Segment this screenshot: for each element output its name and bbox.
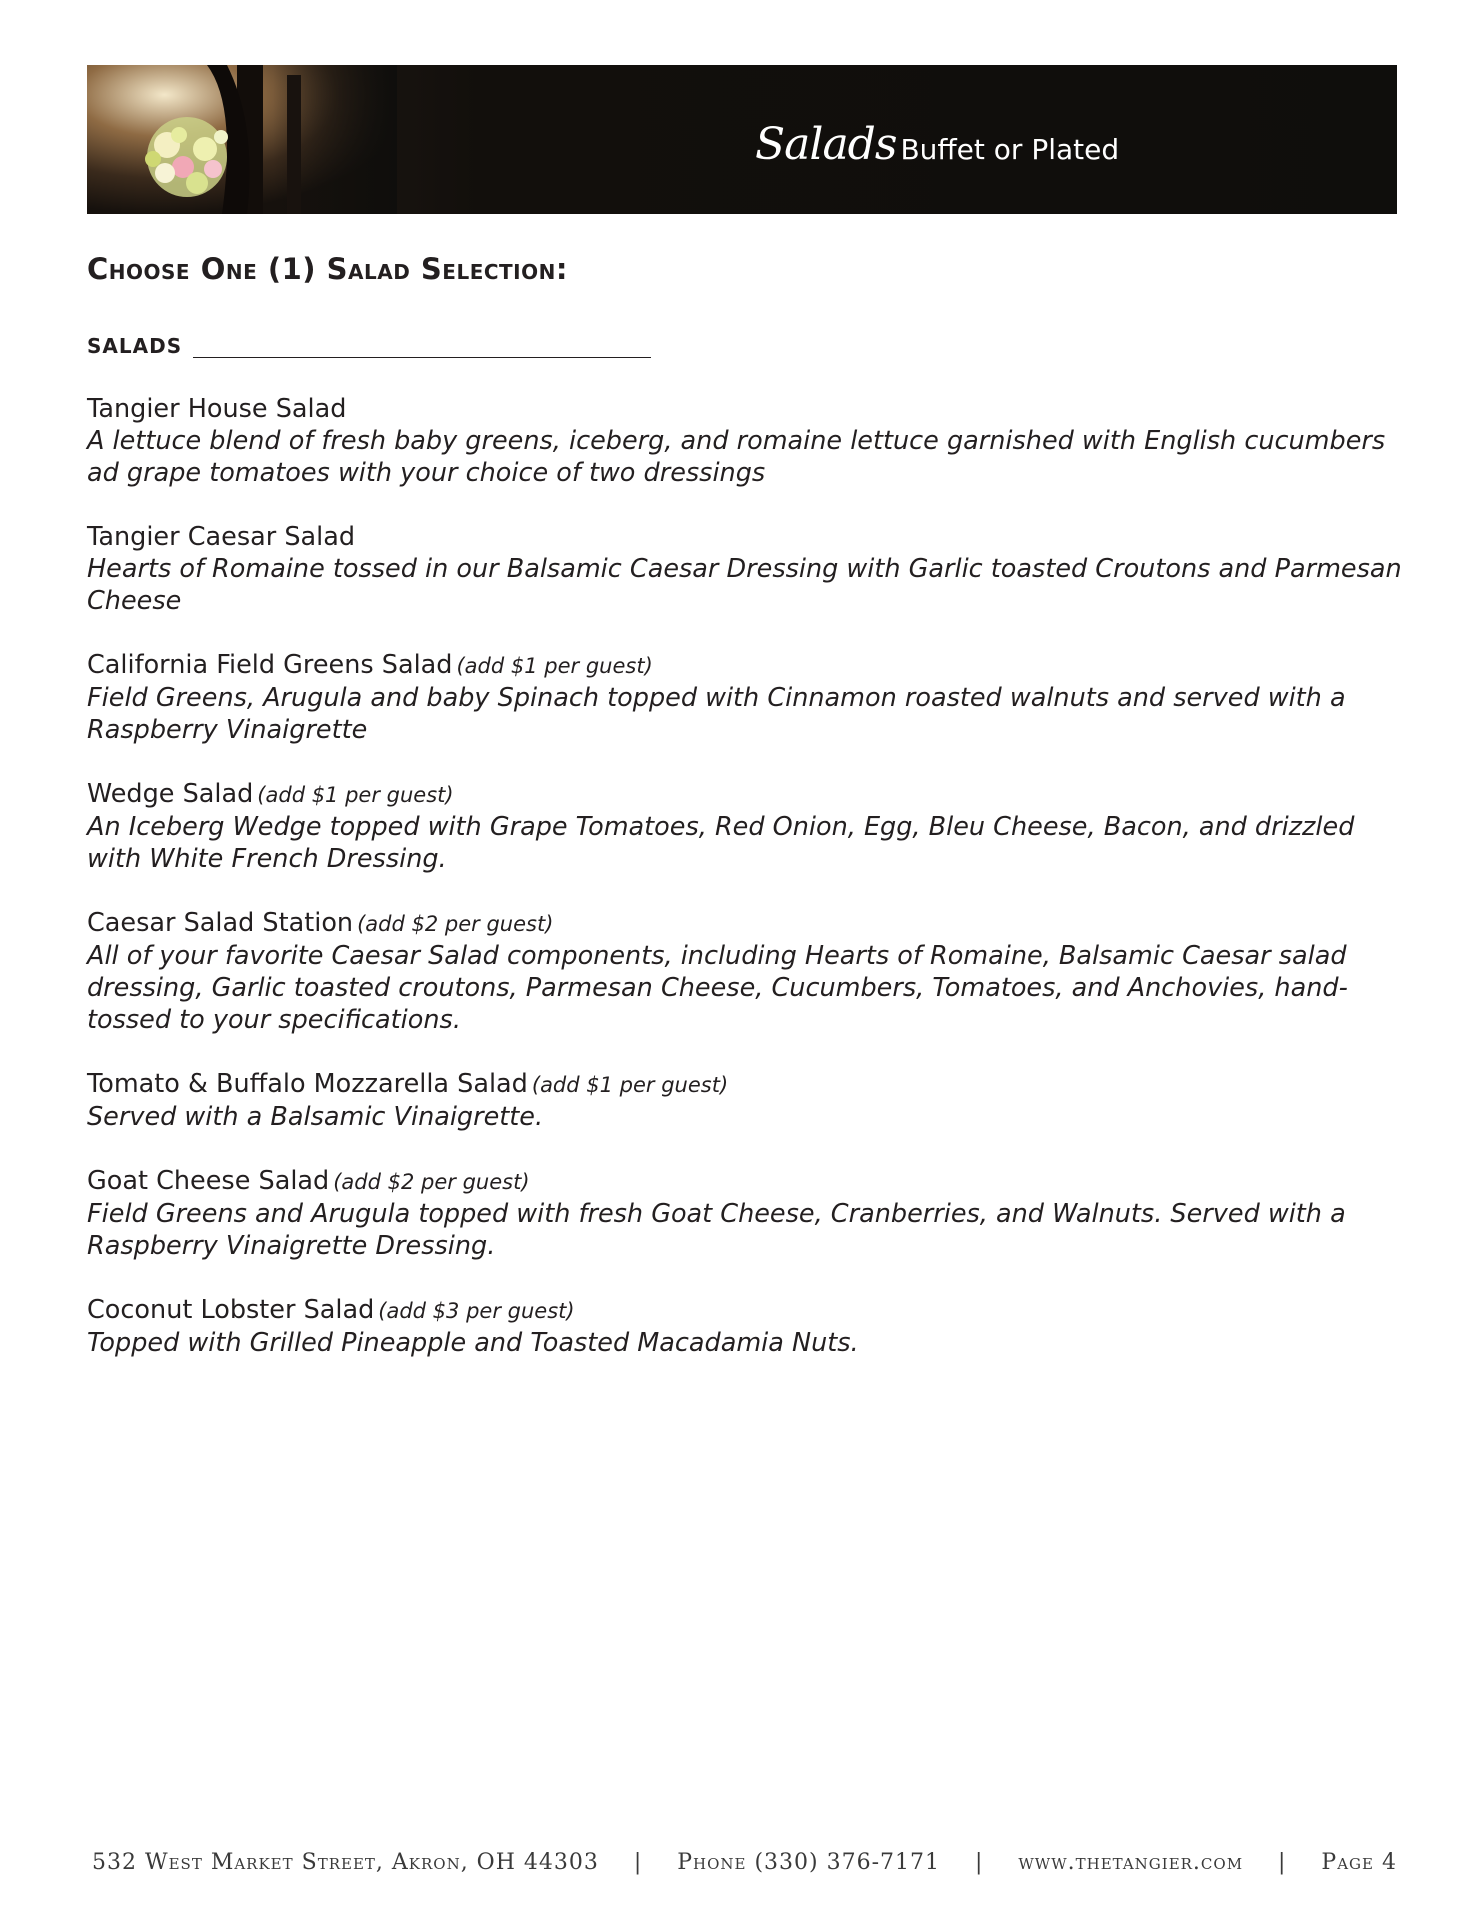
menu-item-name: Tangier House Salad — [87, 394, 347, 424]
menu-item-description: Field Greens and Arugula topped with fresh Goat Cheese, Cranberries, and Walnuts. Served with a Raspberry Vinaigrette Dressing. — [87, 1199, 1346, 1261]
menu-item — [87, 1068, 1407, 1133]
menu-item-title — [87, 1294, 1407, 1327]
menu-item — [87, 778, 1407, 875]
menu-item-title — [87, 778, 1407, 811]
menu-item-title — [87, 1068, 1407, 1101]
menu-item-price: (add $2 per guest) — [333, 1170, 530, 1194]
menu-item-price: (add $3 per guest) — [378, 1299, 575, 1323]
menu-item — [87, 649, 1407, 746]
menu-item-name: Wedge Salad — [87, 779, 254, 809]
footer-phone: Phone (330) 376-7171 — [677, 1850, 941, 1875]
banner-title-script: Salads — [755, 119, 897, 170]
bouquet-photo — [87, 65, 397, 214]
menu-item-description: Topped with Grilled Pineapple and Toasted Macadamia Nuts. — [87, 1328, 859, 1358]
menu-item-name: Goat Cheese Salad — [87, 1166, 330, 1196]
footer-separator: | — [633, 1850, 643, 1875]
menu-item — [87, 907, 1407, 1036]
menu-item-name: Tomato & Buffalo Mozzarella Salad — [87, 1069, 528, 1099]
menu-item-name: Caesar Salad Station — [87, 908, 354, 938]
menu-item-description: Hearts of Romaine tossed in our Balsamic Caesar Dressing with Garlic toasted Croutons and Parmesan Cheese — [87, 554, 1402, 616]
menu-item-description: Served with a Balsamic Vinaigrette. — [87, 1102, 544, 1132]
menu-item-name: Coconut Lobster Salad — [87, 1295, 375, 1325]
header-banner — [87, 65, 1397, 214]
footer-page-number: Page 4 — [1321, 1850, 1397, 1875]
menu-item-description: Field Greens, Arugula and baby Spinach topped with Cinnamon roasted walnuts and served with a Raspberry Vinaigrette — [87, 683, 1346, 745]
menu-item-price: (add $2 per guest) — [357, 912, 554, 936]
footer-website[interactable]: www.thetangier.com — [1018, 1850, 1244, 1875]
menu-item-price: (add $1 per guest) — [257, 783, 454, 807]
menu-item — [87, 1294, 1407, 1359]
footer-separator: | — [1278, 1850, 1287, 1875]
footer-separator: | — [974, 1850, 984, 1875]
menu-item-title — [87, 521, 1407, 553]
menu-item-description: A lettuce blend of fresh baby greens, iceberg, and romaine lettuce garnished with English cucumbers ad grape tomatoes with your choice of two dressings — [87, 426, 1386, 488]
menu-item-price: (add $1 per guest) — [531, 1073, 729, 1097]
selection-write-in-line — [193, 357, 651, 358]
menu-item-name: California Field Greens Salad — [87, 650, 453, 680]
menu-item-description: An Iceberg Wedge topped with Grape Tomatoes, Red Onion, Egg, Bleu Cheese, Bacon, and drizzled with White French Dressing. — [87, 812, 1355, 874]
menu-item-title — [87, 907, 1407, 940]
menu-item — [87, 521, 1407, 617]
menu-item-name: Tangier Caesar Salad — [87, 522, 356, 552]
menu-item-title — [87, 1165, 1407, 1198]
menu-item-title — [87, 393, 1407, 425]
page-footer — [92, 1850, 1397, 1875]
footer-address: 532 West Market Street, Akron, OH 44303 — [92, 1850, 599, 1875]
menu-item-price: (add $1 per guest) — [456, 654, 653, 678]
menu-item-description: All of your favorite Caesar Salad components, including Hearts of Romaine, Balsamic Caesar salad dressing, Garlic toasted croutons, Parmesan Cheese, Cucumbers, Tomatoes, and Anchovies, hand-tossed to your specifications. — [87, 941, 1348, 1035]
selection-label: SALADS — [87, 334, 183, 358]
menu-item — [87, 393, 1407, 489]
menu-item — [87, 1165, 1407, 1262]
page-heading: Choose One (1) Salad Selection: — [87, 252, 568, 286]
salad-menu — [87, 393, 1407, 1391]
banner-title-subtitle: Buffet or Plated — [900, 133, 1120, 166]
menu-item-title — [87, 649, 1407, 682]
banner-title — [755, 119, 1119, 170]
